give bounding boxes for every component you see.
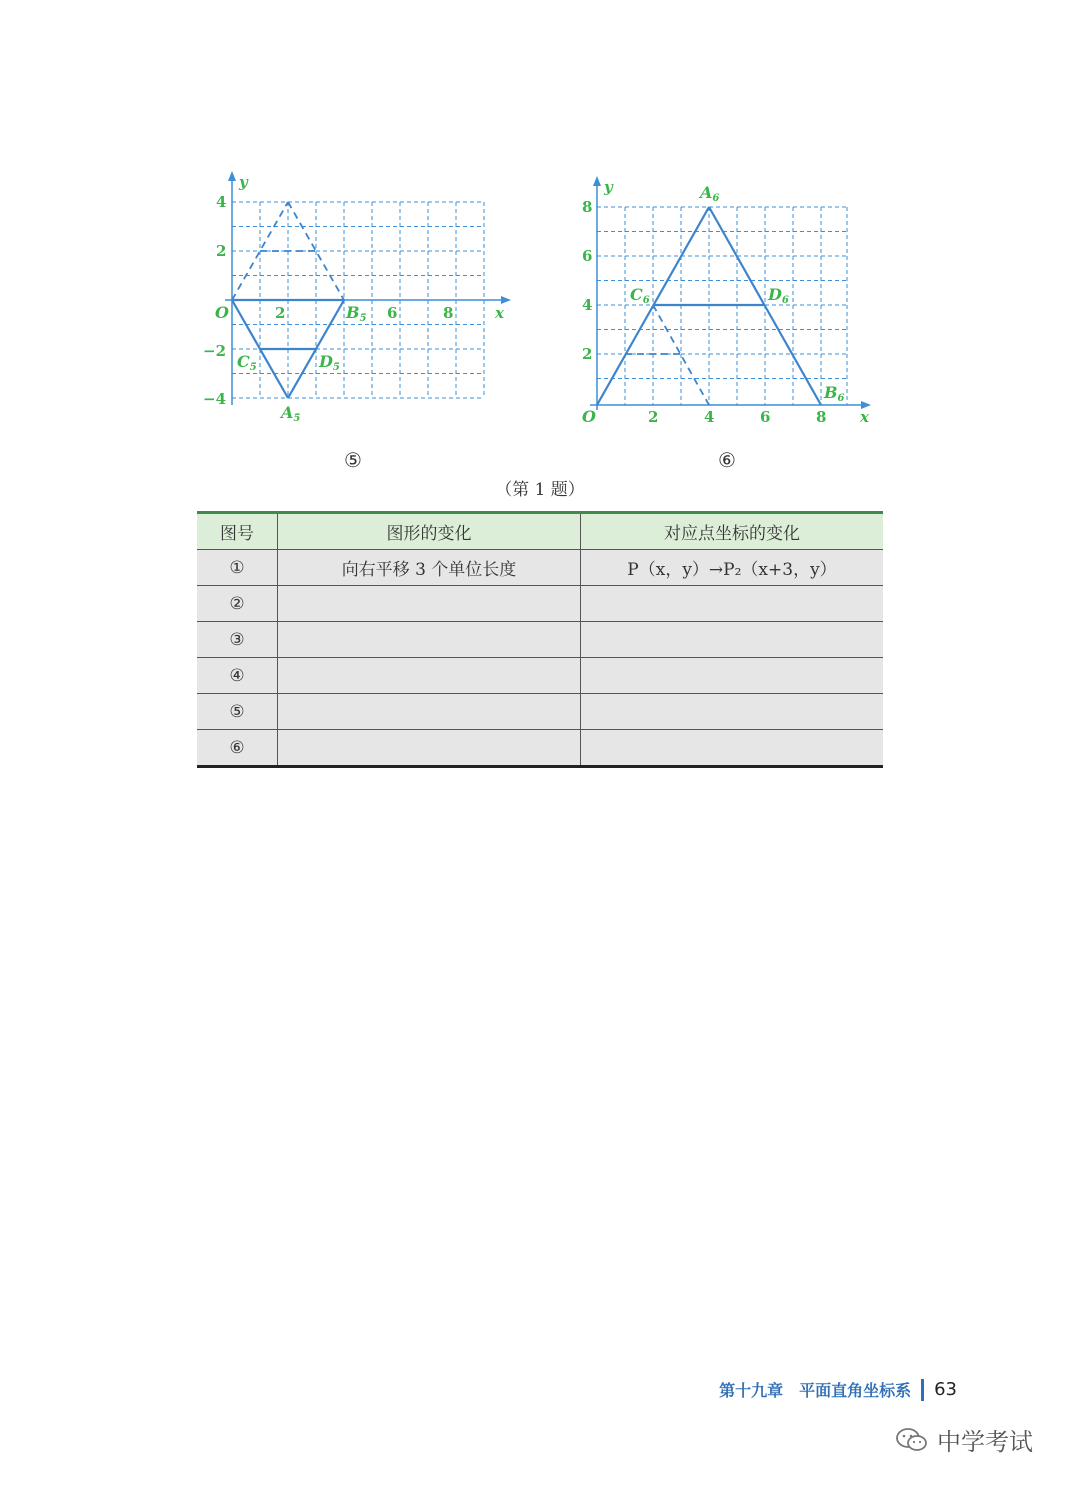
chapter-number: 第十九章 (719, 1381, 784, 1400)
point-C5: C5 (237, 352, 257, 373)
x-axis-label: x (495, 304, 504, 322)
table-row (197, 622, 883, 658)
y-tick-neg4: −4 (203, 390, 227, 408)
coordinate-change-cell[interactable] (581, 586, 884, 622)
table-row (197, 730, 883, 767)
graph-6 (570, 170, 890, 435)
wechat-icon (895, 1427, 929, 1453)
row-number: ③ (197, 622, 278, 658)
page-number: 63 (934, 1379, 957, 1400)
y-tick-6: 6 (582, 247, 593, 265)
x-axis-label: x (860, 408, 869, 426)
row-number: ⑤ (197, 694, 278, 730)
answer-table (197, 511, 883, 768)
header-shape-change: 图形的变化 (278, 513, 581, 550)
y-tick-2: 2 (582, 345, 593, 363)
figure-number-5: ⑤ (344, 448, 362, 472)
table-row (197, 658, 883, 694)
x-tick-8: 8 (443, 304, 454, 322)
coordinate-change-cell[interactable] (581, 622, 884, 658)
table-row (197, 550, 883, 586)
y-tick-neg2: −2 (203, 342, 227, 360)
y-axis-label: y (604, 178, 613, 196)
header-figure-number: 图号 (197, 513, 278, 550)
x-tick-6: 6 (760, 408, 771, 426)
y-axis-label: y (239, 173, 248, 191)
shape-change-cell[interactable]: 向右平移 3 个单位长度 (278, 550, 581, 586)
origin-label: O (582, 407, 596, 426)
watermark-text: 中学考试 (937, 1428, 1033, 1456)
x-tick-4: 4 (704, 408, 715, 426)
x-tick-2: 2 (648, 408, 659, 426)
point-D5: D5 (319, 352, 340, 373)
row-number: ④ (197, 658, 278, 694)
dashed-figure-6 (625, 305, 709, 405)
shape-change-cell[interactable] (278, 730, 581, 767)
axes-5 (225, 171, 511, 405)
shape-change-cell[interactable] (278, 586, 581, 622)
graph-5 (195, 165, 525, 430)
watermark (895, 1422, 1033, 1457)
y-tick-4: 4 (582, 296, 593, 314)
coordinate-change-cell[interactable]: P（x，y）→P₂（x+3，y） (581, 550, 884, 586)
figure-caption: （第 1 题） (495, 480, 585, 500)
row-number: ① (197, 550, 278, 586)
page-footer (719, 1378, 957, 1401)
table-header-row (197, 513, 883, 550)
chapter-title: 平面直角坐标系 (799, 1381, 912, 1400)
table-row (197, 586, 883, 622)
point-A6: A6 (700, 183, 720, 204)
footer-divider (921, 1379, 924, 1401)
coordinate-change-cell[interactable] (581, 694, 884, 730)
shape-change-cell[interactable] (278, 622, 581, 658)
point-B5: B5 (346, 303, 367, 324)
y-tick-2: 2 (216, 242, 227, 260)
point-B6: B6 (824, 383, 845, 404)
row-number: ② (197, 586, 278, 622)
x-tick-6: 6 (387, 304, 398, 322)
y-tick-4: 4 (216, 193, 227, 211)
coordinate-change-cell[interactable] (581, 730, 884, 767)
point-C6: C6 (630, 285, 650, 306)
x-tick-8: 8 (816, 408, 827, 426)
shape-change-cell[interactable] (278, 694, 581, 730)
figure-number-6: ⑥ (718, 448, 736, 472)
y-tick-8: 8 (582, 198, 593, 216)
point-A5: A5 (281, 403, 301, 424)
point-D6: D6 (768, 285, 789, 306)
x-tick-2: 2 (275, 304, 286, 322)
table-row (197, 694, 883, 730)
header-coordinate-change: 对应点坐标的变化 (581, 513, 884, 550)
origin-label: O (215, 303, 229, 322)
coordinate-change-cell[interactable] (581, 658, 884, 694)
row-number: ⑥ (197, 730, 278, 767)
shape-change-cell[interactable] (278, 658, 581, 694)
